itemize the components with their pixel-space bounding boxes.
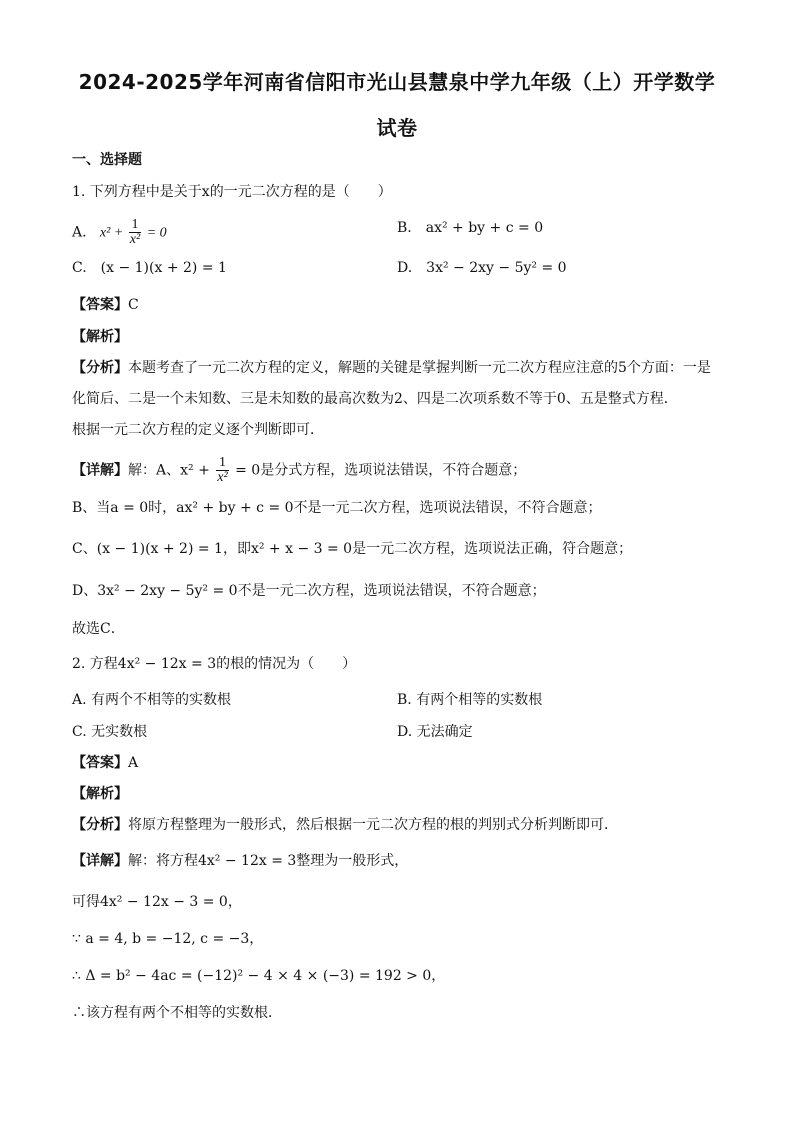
q1-option-a [72, 218, 167, 247]
fraction-denominator: x² [217, 470, 228, 485]
q1-detail-a [72, 456, 526, 485]
q2-fenxi [72, 815, 618, 835]
detail-tag: 【详解】 [72, 853, 128, 869]
q2-detail-1 [72, 851, 408, 871]
q2-detail-4: ∴ Δ = b² − 4ac = (−12)² − 4 × 4 × (−3) = 192 > 0， [72, 968, 446, 984]
q1-stem: 1. 下列方程中是关于x的一元二次方程的是（ ） [72, 184, 392, 200]
q1-detail-c: C、(x − 1)(x + 2) = 1，即x² + x − 3 = 0是一元二次方程，选项说法正确，符合题意； [72, 541, 633, 557]
q1-option-a-fraction [129, 218, 141, 247]
q1-option-d: D. 3x² − 2xy − 5y² = 0 [397, 260, 567, 276]
fraction-denominator: x² [129, 232, 141, 247]
q1-option-a-pre: x² + [99, 225, 127, 241]
q1-option-b: B. ax² + by + c = 0 [397, 220, 544, 236]
q1-detail-d: D、3x² − 2xy − 5y² = 0不是一元二次方程，选项说法错误，不符合题意； [72, 583, 546, 599]
fenxi-text: 本题考查了一元二次方程的定义，解题的关键是掌握判断一元二次方程应注意的5个方面：一是 [128, 360, 711, 376]
q2-option-c: C. 无实数根 [72, 724, 148, 740]
exam-title-cont: 试卷 [376, 116, 418, 140]
detail-a-post: = 0是分式方程，选项说法错误，不符合题意； [230, 462, 527, 479]
q1-fenxi [72, 358, 711, 378]
detail-tag: 【详解】 [72, 462, 128, 479]
fraction-numerator: 1 [216, 456, 228, 471]
q2-detail-5: ∴该方程有两个不相等的实数根． [72, 1005, 282, 1021]
q1-option-a-post: = 0 [143, 225, 167, 241]
q2-detail-3: ∵ a = 4, b = −12, c = −3， [72, 931, 264, 947]
q1-option-a-label: A. [72, 224, 87, 241]
q2-analysis-tag: 【解析】 [72, 786, 128, 802]
q2-option-d: D. 无法确定 [397, 724, 473, 740]
detail-a-fraction [216, 456, 228, 485]
detail-text: 解：将方程4x² − 12x = 3整理为一般形式， [128, 853, 409, 869]
q2-option-b: B. 有两个相等的实数根 [397, 692, 543, 708]
detail-a-pre: 解：A、x² + [128, 462, 215, 479]
answer-value: C [128, 297, 139, 313]
answer-value: A [128, 755, 139, 771]
fenxi-tag: 【分析】 [72, 817, 128, 833]
fraction-numerator: 1 [129, 218, 141, 233]
q1-option-c: C. (x − 1)(x + 2) = 1 [72, 260, 227, 276]
q1-answer [72, 295, 139, 315]
q2-answer [72, 753, 138, 773]
q1-analysis-tag: 【解析】 [72, 329, 128, 345]
q2-detail-2: 可得4x² − 12x − 3 = 0， [72, 894, 242, 910]
section-heading: 一、选择题 [72, 152, 142, 168]
q1-fenxi-3: 根据一元二次方程的定义逐个判断即可． [72, 422, 324, 438]
q1-conclusion: 故选C． [72, 621, 125, 637]
exam-title: 2024-2025学年河南省信阳市光山县慧泉中学九年级（上）开学数学 [78, 70, 716, 94]
q2-option-a: A. 有两个不相等的实数根 [72, 692, 232, 708]
q1-fenxi-2: 化简后、二是一个未知数、三是未知数的最高次数为2、四是二次项系数不等于0、五是整式方程． [72, 391, 678, 407]
answer-tag: 【答案】 [72, 755, 128, 771]
answer-tag: 【答案】 [72, 297, 128, 313]
fenxi-tag: 【分析】 [72, 360, 128, 376]
fenxi-text: 将原方程整理为一般形式，然后根据一元二次方程的根的判别式分析判断即可． [128, 817, 618, 833]
q1-detail-b: B、当a = 0时，ax² + by + c = 0不是一元二次方程，选项说法错误，不符合题意； [72, 500, 602, 516]
q2-stem: 2. 方程4x² − 12x = 3的根的情况为（ ） [72, 656, 357, 672]
